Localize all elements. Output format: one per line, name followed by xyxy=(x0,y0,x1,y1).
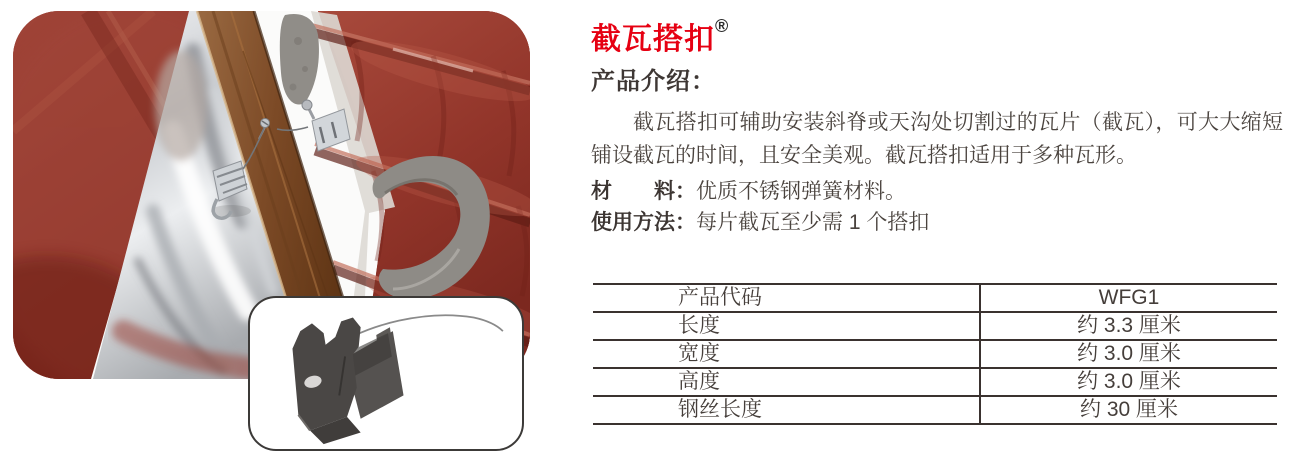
spec-value: 约 3.0 厘米 xyxy=(1077,370,1181,393)
usage-label: 使用方法： xyxy=(591,211,696,234)
spec-value: WFG1 xyxy=(1098,286,1160,309)
intro-paragraph: 截瓦搭扣可辅助安装斜脊或天沟处切割过的瓦片（截瓦），可大大缩短铺设截瓦的时间，且安全美观。截瓦搭扣适用于多种瓦形。 xyxy=(591,111,1283,167)
material-value: 优质不锈钢弹簧材料。 xyxy=(696,180,906,203)
product-closeup-inset xyxy=(248,296,524,451)
spec-label: 产品代码 xyxy=(593,285,981,311)
spec-label: 高度 xyxy=(593,369,981,395)
table-row xyxy=(593,313,1277,341)
spec-value: 约 3.0 厘米 xyxy=(1077,342,1181,365)
table-row xyxy=(593,341,1277,369)
spec-label: 宽度 xyxy=(593,341,981,367)
registered-trademark: ® xyxy=(715,16,729,36)
table-row xyxy=(593,285,1277,313)
spec-label: 钢丝长度 xyxy=(593,397,981,423)
material-line xyxy=(591,177,906,207)
product-title-text: 截瓦搭扣 xyxy=(591,23,715,56)
spec-value: 约 30 厘米 xyxy=(1079,398,1179,421)
usage-line xyxy=(591,208,929,238)
clip-closeup-illustration xyxy=(250,298,522,449)
spec-value: 约 3.3 厘米 xyxy=(1077,314,1181,337)
table-row xyxy=(593,397,1277,425)
product-title xyxy=(591,14,728,58)
table-row xyxy=(593,369,1277,397)
spec-table xyxy=(593,283,1277,425)
spec-table-body xyxy=(593,285,1277,425)
material-label: 材 料： xyxy=(591,180,696,203)
usage-value: 每片截瓦至少需 1 个搭扣 xyxy=(696,211,930,234)
section-heading-intro: 产品介绍： xyxy=(591,68,716,95)
spec-label: 长度 xyxy=(593,313,981,339)
